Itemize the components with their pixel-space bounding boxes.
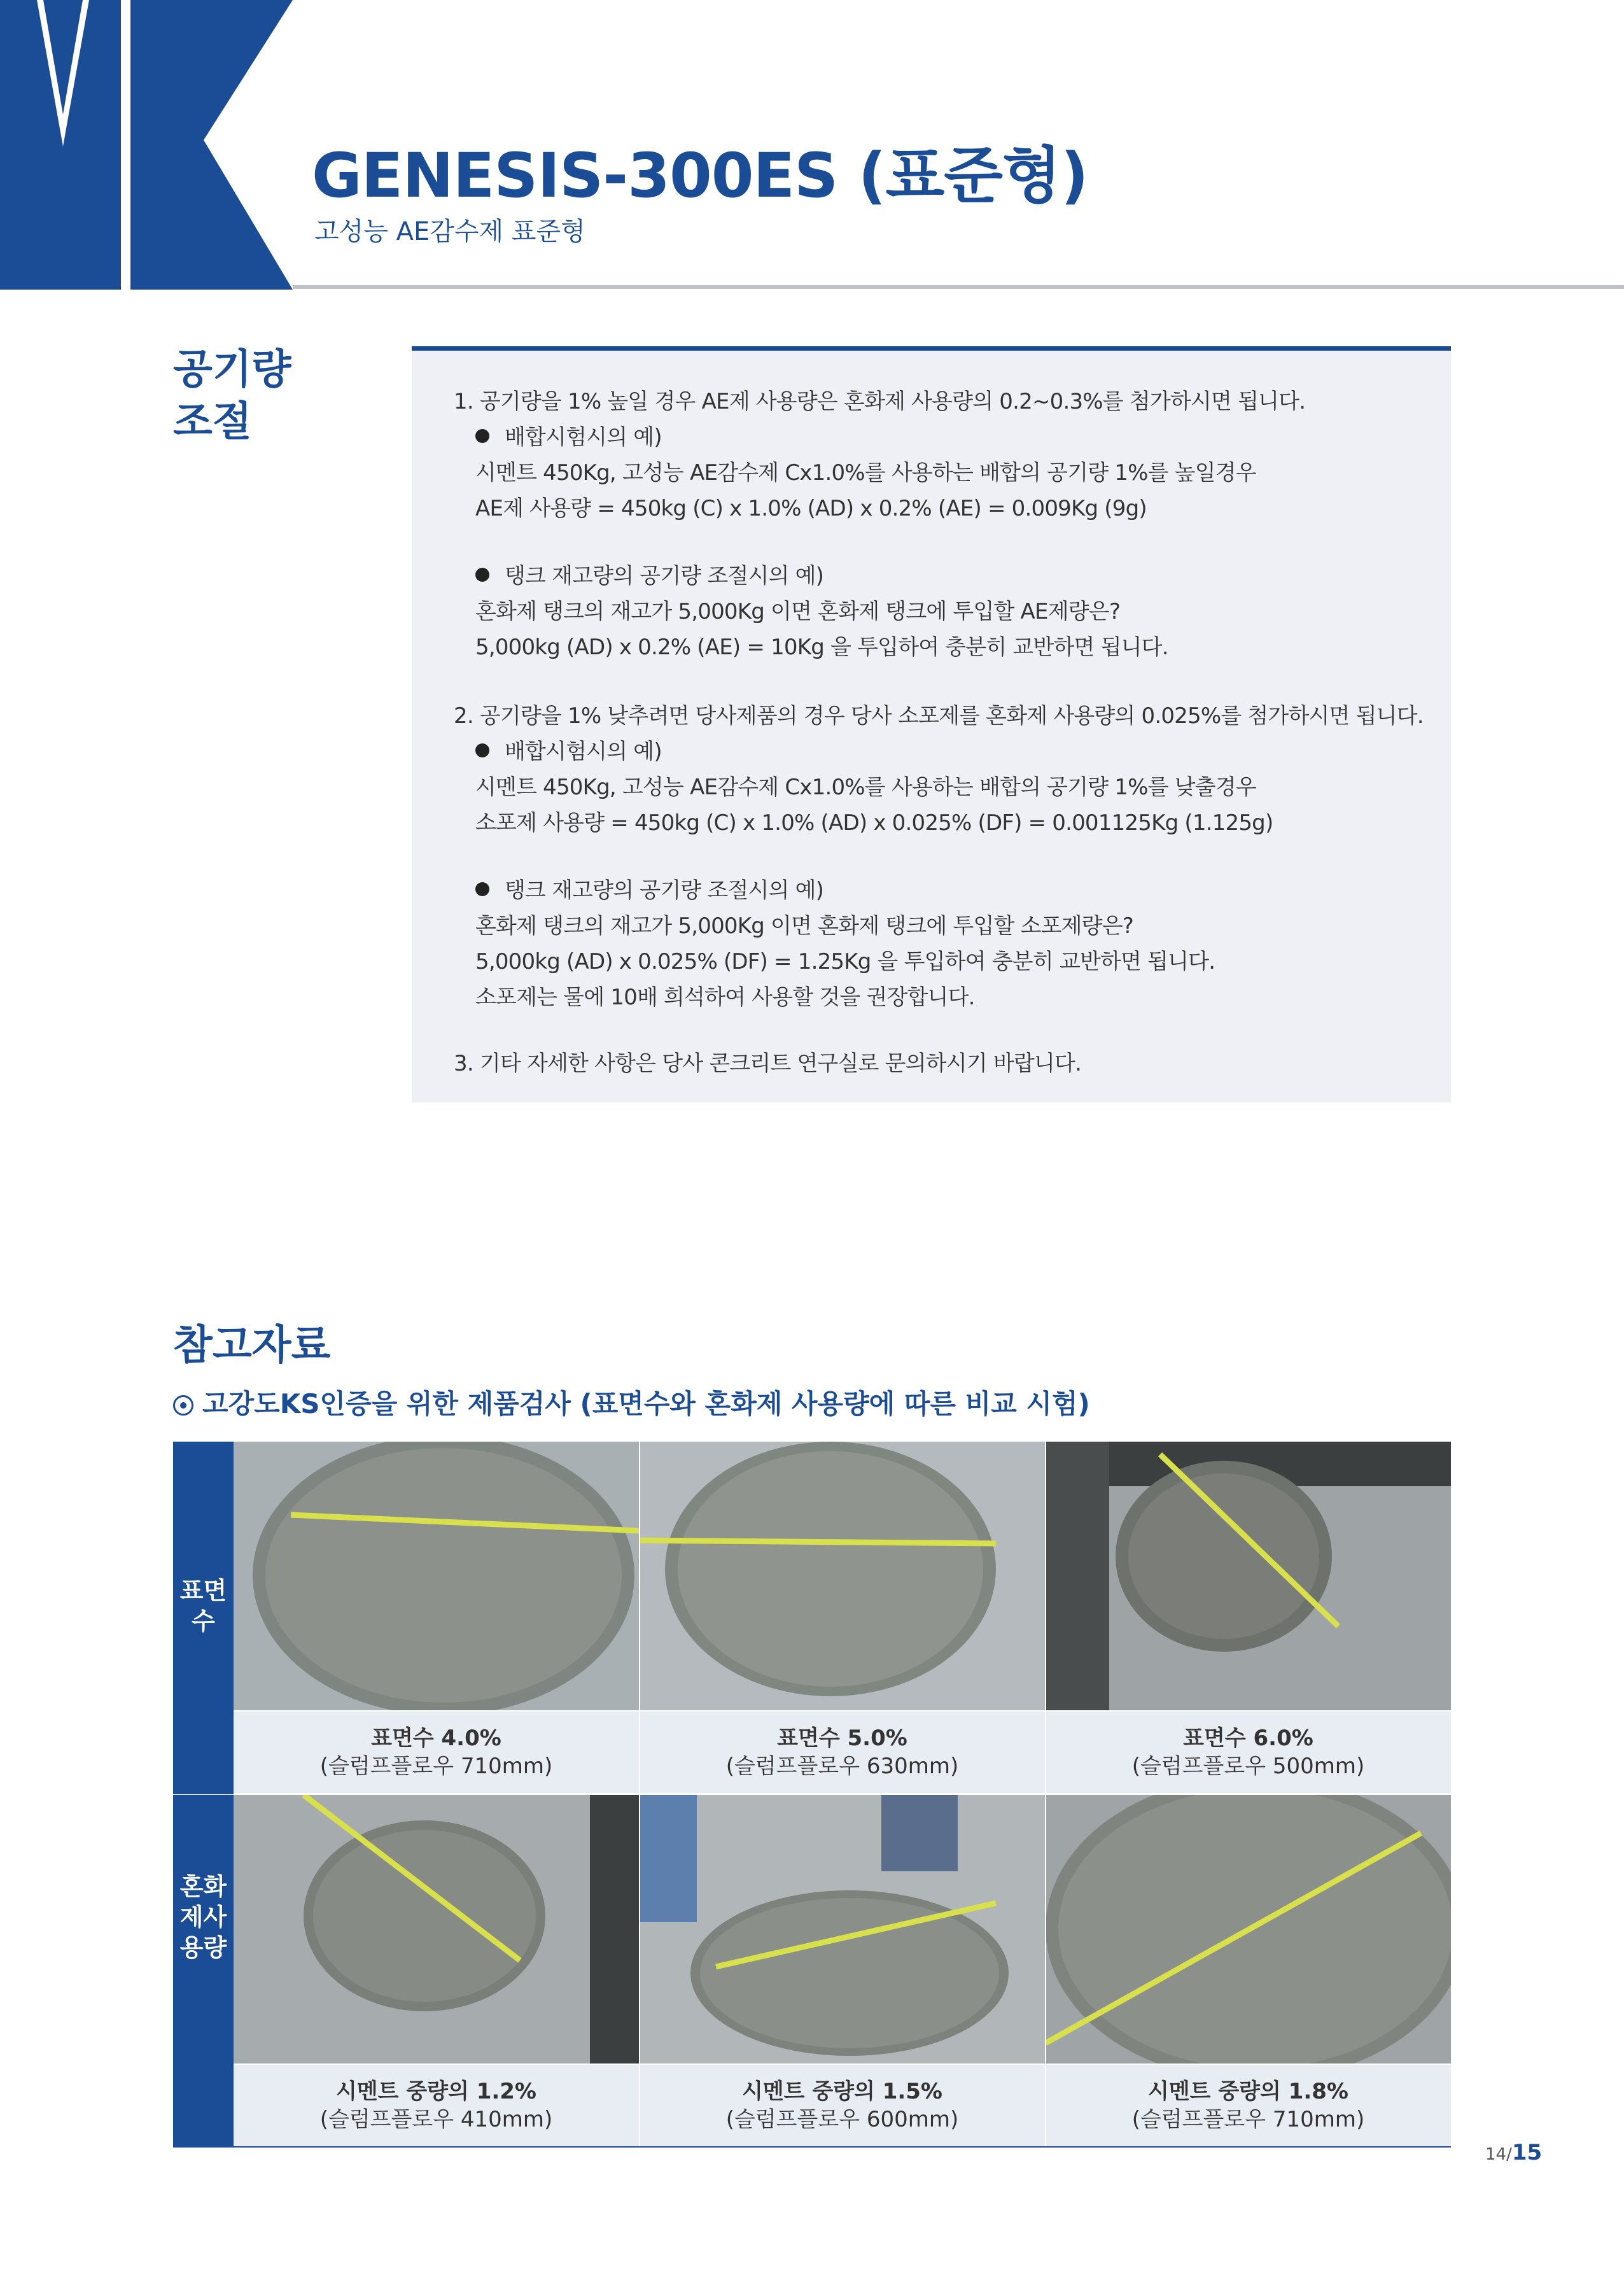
row-label-surface-water [173,1442,234,1794]
photo-caption [640,2065,1045,2146]
concrete-flow-photo [234,1795,639,2064]
row-label-text: 표면수 [179,1577,227,1635]
caption-main: 시멘트 중량의 1.8% [1147,2079,1349,2104]
air-section-heading [173,344,291,448]
bullet-icon [475,743,489,757]
info-line: 2. 공기량을 1% 낮추려면 당사제품의 경우 당사 소포제를 혼화제 사용량의 0.025%를 첨가하시면 됩니다. [454,703,1424,729]
info-line: 시멘트 450Kg, 고성능 AE감수제 Cx1.0%를 사용하는 배합의 공기량 1%를 낮출경우 [475,775,1256,800]
caption-sub: (슬럼프플로우 710mm) [319,1754,553,1779]
caption-main: 표면수 6.0% [1183,1726,1313,1751]
info-line: 소포제는 물에 10배 희석하여 사용할 것을 권장합니다. [475,985,975,1010]
page-number-prefix: 14/ [1485,2145,1512,2164]
reference-subheading-text: 고강도KS인증을 위한 제품검사 (표면수와 혼화제 사용량에 따른 비교 시험) [202,1388,1090,1419]
photo-caption [640,1712,1045,1793]
info-bullet-line [475,734,662,765]
caption-main: 시멘트 중량의 1.5% [741,2079,943,2104]
company-logo [0,0,293,290]
concrete-flow-photo [640,1442,1045,1710]
info-line-text: 탱크 재고량의 공기량 조절시의 예) [505,878,824,903]
info-line: AE제 사용량 = 450kg (C) x 1.0% (AD) x 0.2% (AE) = 0.009Kg (9g) [475,496,1147,521]
caption-sub: (슬럼프플로우 710mm) [1131,2107,1365,2132]
caption-main: 시멘트 중량의 1.2% [335,2079,537,2104]
caption-sub: (슬럼프플로우 600mm) [725,2107,959,2132]
bullet-icon [475,429,489,443]
air-heading-line-2: 조절 [173,398,252,446]
target-circle-icon [173,1395,193,1416]
bullet-icon [475,882,489,896]
row-label-admixture [173,1795,234,2148]
reference-subheading [173,1383,1090,1421]
air-heading-line-1: 공기량 [173,346,291,393]
comparison-grid [173,1442,1451,2148]
concrete-flow-photo [1046,1795,1451,2064]
concrete-flow-photo [640,1795,1045,2064]
info-bullet-line [475,873,823,904]
air-adjustment-box [412,346,1451,1102]
info-bullet-line [475,558,823,589]
info-line-text: 탱크 재고량의 공기량 조절시의 예) [505,563,824,589]
page-number-current: 15 [1511,2140,1543,2165]
info-line-text: 배합시험시의 예) [505,739,662,764]
photo-caption [1046,1712,1451,1793]
concrete-flow-photo [234,1442,639,1710]
caption-sub: (슬럼프플로우 630mm) [725,1754,959,1779]
info-line: 혼화제 탱크의 재고가 5,000Kg 이면 혼화제 탱크에 투입할 AE제량은? [475,599,1121,624]
column-divider [1045,1442,1046,2146]
info-line: 소포제 사용량 = 450kg (C) x 1.0% (AD) x 0.025% (DF) = 0.001125Kg (1.125g) [475,810,1273,836]
caption-sub: (슬럼프플로우 410mm) [319,2107,553,2132]
page-number [1485,2140,1542,2165]
info-line: 3. 기타 자세한 사항은 당사 콘크리트 연구실로 문의하시기 바랍니다. [454,1051,1082,1076]
info-line-text: 배합시험시의 예) [505,425,662,450]
caption-main: 표면수 5.0% [777,1726,907,1751]
grid-bottom-rule [173,2146,1451,2148]
info-line: 시멘트 450Kg, 고성능 AE감수제 Cx1.0%를 사용하는 배합의 공기량 1%를 높일경우 [475,460,1256,486]
photo-caption [234,1712,639,1793]
info-bullet-line [475,419,662,451]
caption-sub: (슬럼프플로우 500mm) [1131,1754,1365,1779]
row-label-text: 혼화제사용량 [179,1873,227,1962]
photo-caption [1046,2065,1451,2146]
info-line: 1. 공기량을 1% 높일 경우 AE제 사용량은 혼화제 사용량의 0.2~0.3%를 첨가하시면 됩니다. [454,389,1306,414]
info-line: 5,000kg (AD) x 0.2% (AE) = 10Kg 을 투입하여 충분히 교반하면 됩니다. [475,635,1168,660]
caption-main: 표면수 4.0% [371,1726,501,1751]
info-line: 5,000kg (AD) x 0.025% (DF) = 1.25Kg 을 투입하여 충분히 교반하면 됩니다. [475,949,1215,974]
reference-heading: 참고자료 [173,1322,331,1369]
column-divider [639,1442,640,2146]
photo-caption [234,2065,639,2146]
page-subtitle: 고성능 AE감수제 표준형 [314,217,585,246]
bullet-icon [475,568,489,582]
info-line: 혼화제 탱크의 재고가 5,000Kg 이면 혼화제 탱크에 투입할 소포제량은? [475,913,1134,939]
concrete-flow-photo [1046,1442,1451,1710]
page-title: GENESIS-300ES (표준형) [312,140,1088,211]
header-divider [293,285,1624,289]
